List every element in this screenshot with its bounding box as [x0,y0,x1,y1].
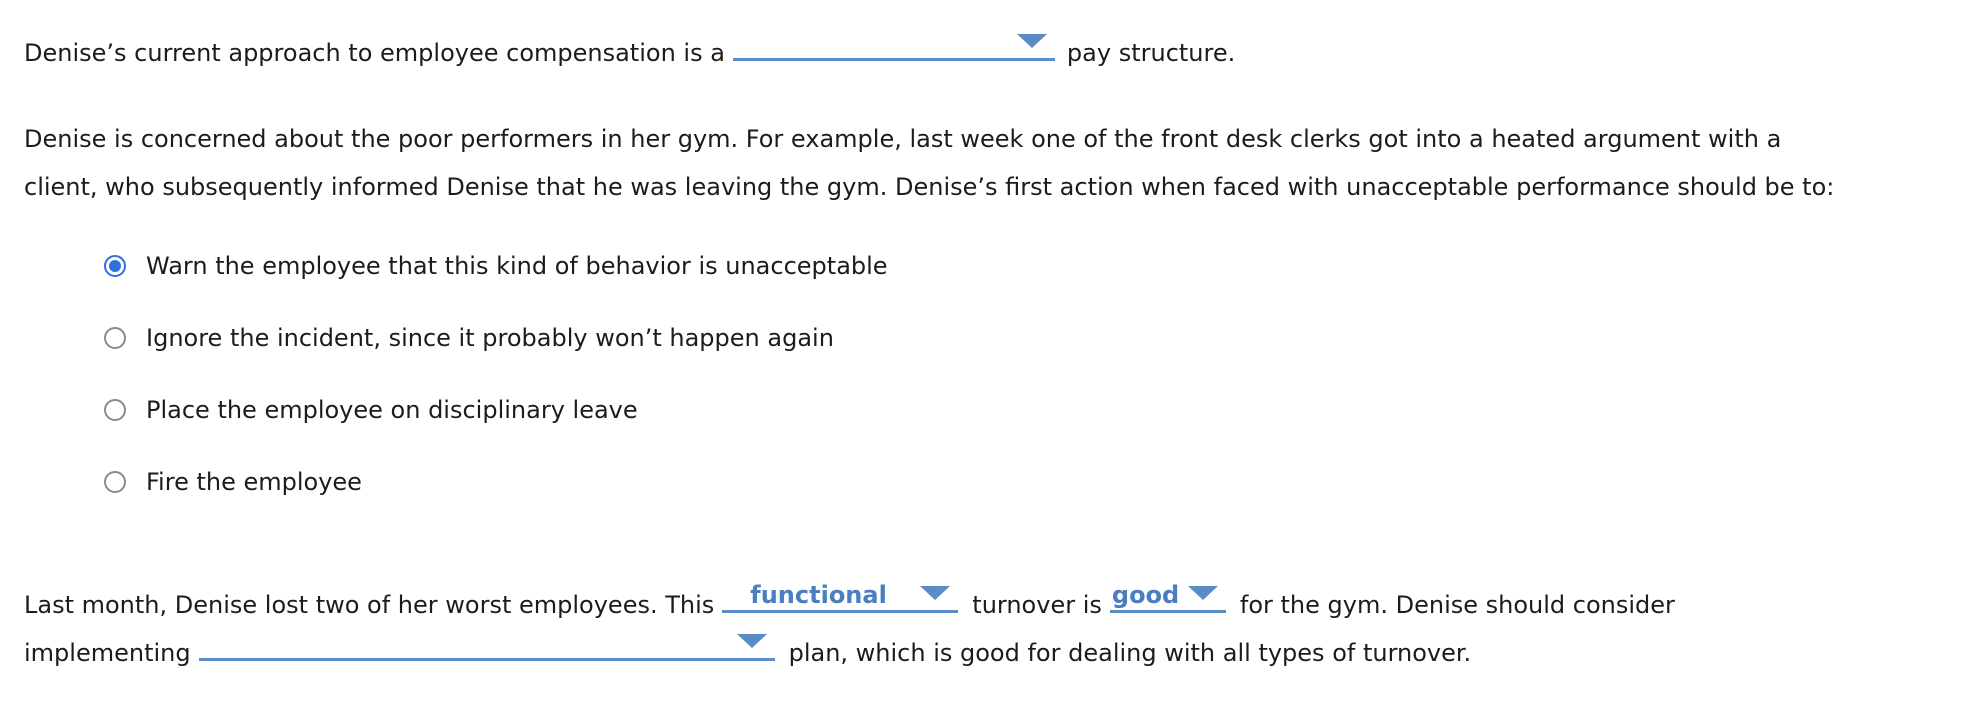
turnover-impact-dropdown[interactable] [1110,580,1226,613]
chevron-down-icon [920,586,950,600]
radio-option-label: Warn the employee that this kind of behavior is unacceptable [146,252,888,280]
radio-selected-icon[interactable] [104,255,126,277]
q3-middle-text: turnover is [972,591,1102,619]
q1-suffix-text: pay structure. [1066,39,1236,67]
chevron-down-icon [1188,586,1218,600]
q3-line2-suffix-text: plan, which is good for dealing with all types of turnover. [788,639,1472,667]
chevron-down-icon [737,634,767,648]
turnover-type-dropdown[interactable] [722,580,958,613]
radio-unselected-icon[interactable] [104,399,126,421]
radio-unselected-icon[interactable] [104,471,126,493]
q3-prefix-text: Last month, Denise lost two of her worst employees. This [24,591,715,619]
q3-sentence-line-1 [24,580,1675,620]
radio-option-label: Fire the employee [146,468,362,496]
q2-prompt-line-2: client, who subsequently informed Denise that he was leaving the gym. Denise’s first action when faced with unacceptable performance should be to: [24,173,1835,201]
q2-prompt-line-1: Denise is concerned about the poor performers in her gym. For example, last week one of the front desk clerks got into a heated argument with a [24,125,1782,153]
radio-option-label: Place the employee on disciplinary leave [146,396,638,424]
radio-option-fire[interactable] [104,468,362,496]
retention-plan-dropdown[interactable] [199,628,775,661]
q1-sentence [24,28,1235,68]
radio-option-label: Ignore the incident, since it probably won’t happen again [146,324,834,352]
radio-option-ignore[interactable] [104,324,834,352]
turnover-type-value: functional [750,581,887,609]
radio-option-warn[interactable] [104,252,888,280]
q3-line2-prefix-text: implementing [24,639,191,667]
q3-sentence-line-2 [24,628,1471,668]
q1-prefix-text: Denise’s current approach to employee compensation is a [24,39,725,67]
compensation-approach-dropdown[interactable] [733,28,1055,61]
radio-option-leave[interactable] [104,396,638,424]
radio-unselected-icon[interactable] [104,327,126,349]
q3-suffix-text: for the gym. Denise should consider [1239,591,1675,619]
turnover-impact-value: good [1111,581,1180,609]
chevron-down-icon [1017,34,1047,48]
